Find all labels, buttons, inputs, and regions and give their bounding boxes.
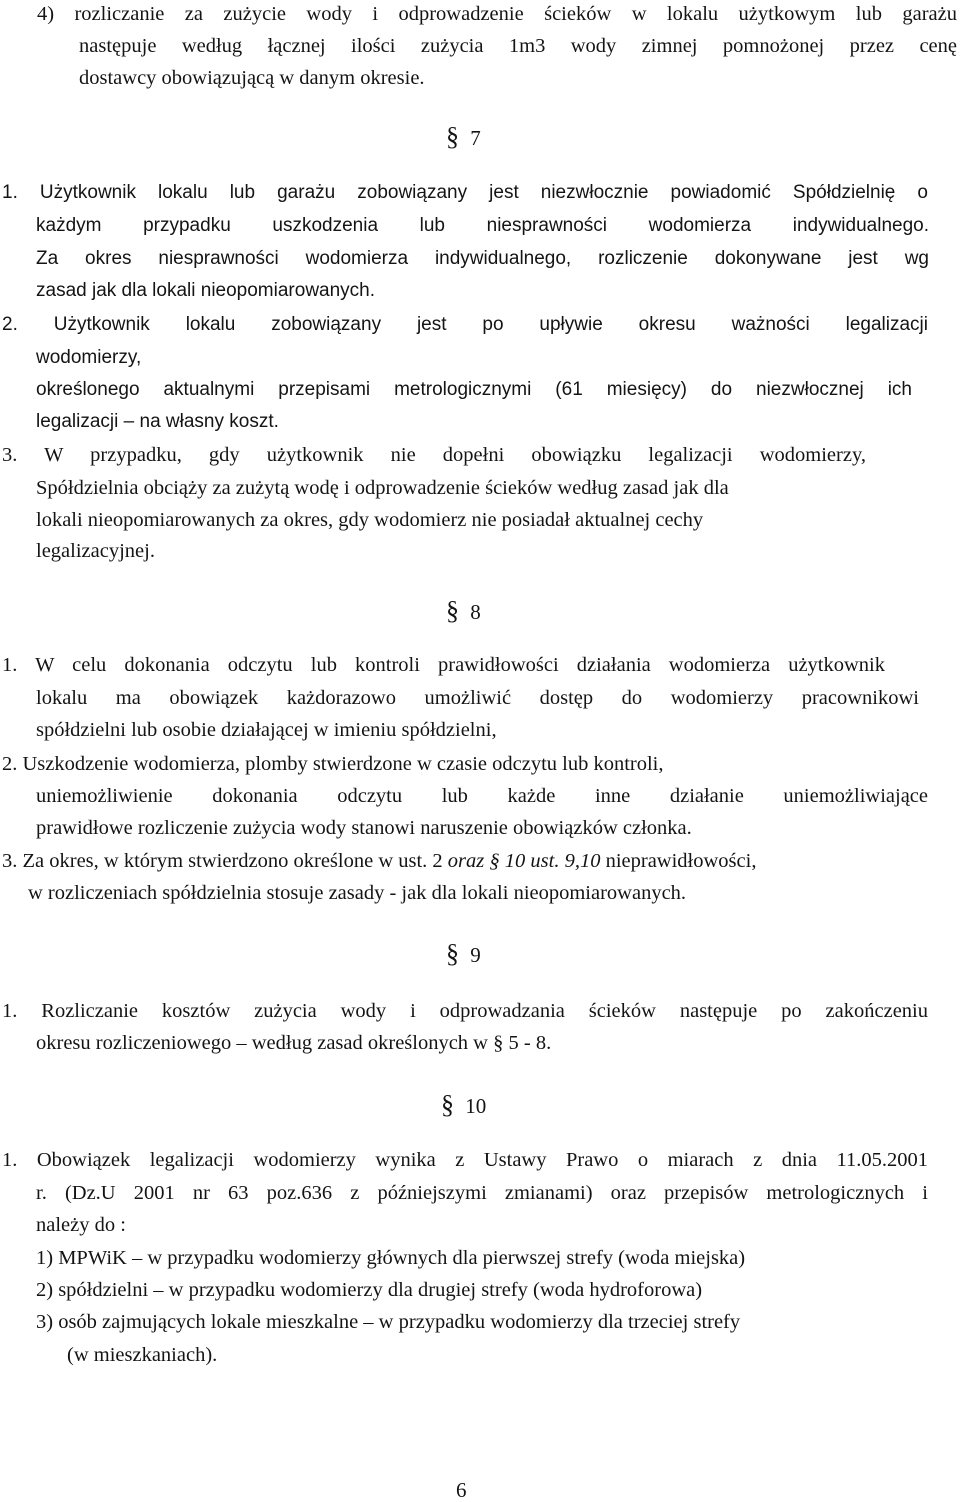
section-sign-icon: §	[446, 596, 459, 625]
paragraph-line: następuje według łącznej ilości zużycia 1m3 wody zimnej pomnożonej przez cenę	[79, 35, 957, 57]
paragraph-line	[2, 851, 756, 872]
list-item-continuation: (w mieszkaniach).	[67, 1344, 218, 1366]
text-run-italic: § 10 ust. 9,10	[489, 850, 601, 872]
paragraph-line: r. (Dz.U 2001 nr 63 poz.636 z późniejszymi zmianami) oraz przepisów metrologicznych i	[36, 1182, 928, 1204]
paragraph-line: 1. Rozliczanie kosztów zużycia wody i odprowadzania ścieków następuje po zakończeniu	[2, 1000, 928, 1022]
list-item: 3) osób zajmujących lokale mieszkalne – w przypadku wodomierzy dla trzeciej strefy	[36, 1311, 741, 1333]
paragraph-line: należy do :	[36, 1214, 126, 1236]
section-sign-icon: §	[446, 939, 459, 968]
section-sign-icon: §	[446, 122, 459, 151]
paragraph-line: okresu rozliczeniowego – według zasad określonych w § 5 - 8.	[36, 1032, 552, 1054]
section-heading-9	[446, 941, 481, 967]
paragraph-line: 2. Użytkownik lokalu zobowiązany jest po upływie okresu ważności legalizacji	[2, 314, 928, 335]
paragraph-line: określonego aktualnymi przepisami metrologicznymi (61 miesięcy) do niezwłocznej ich	[36, 379, 912, 400]
section-number: 9	[470, 943, 481, 967]
page-number: 6	[456, 1478, 467, 1502]
paragraph-line: spółdzielni lub osobie działającej w imieniu spółdzielni,	[36, 719, 497, 741]
paragraph-line: w rozliczeniach spółdzielnia stosuje zasady - jak dla lokali nieopomiarowanych.	[28, 882, 687, 904]
paragraph-line: 1. Obowiązek legalizacji wodomierzy wynika z Ustawy Prawo o miarach z dnia 11.05.2001	[2, 1149, 928, 1171]
section-heading-10	[441, 1092, 486, 1118]
list-item: 1) MPWiK – w przypadku wodomierzy głównych dla pierwszej strefy (woda miejska)	[36, 1247, 746, 1269]
paragraph-line: zasad jak dla lokali nieopomiarowanych.	[36, 280, 376, 301]
paragraph-line: każdym przypadku uszkodzenia lub niesprawności wodomierza indywidualnego.	[36, 215, 929, 236]
text-run: nieprawidłowości,	[605, 850, 757, 872]
text-run: 3. Za okres, w którym stwierdzono określone w ust. 2	[2, 850, 443, 872]
paragraph-line: wodomierzy,	[36, 347, 142, 368]
paragraph-line: legalizacji – na własny koszt.	[36, 411, 279, 432]
section-heading-7	[446, 124, 481, 150]
section-number: 7	[470, 126, 481, 150]
paragraph-line: legalizacyjnej.	[36, 540, 155, 562]
section-heading-8	[446, 598, 481, 624]
paragraph-line: 1. Użytkownik lokalu lub garażu zobowiązany jest niezwłocznie powiadomić Spółdzielnię o	[2, 182, 928, 203]
list-item: 2) spółdzielni – w przypadku wodomierzy dla drugiej strefy (woda hydroforowa)	[36, 1279, 703, 1301]
section-sign-icon: §	[441, 1090, 454, 1119]
paragraph-line: 1. W celu dokonania odczytu lub kontroli prawidłowości działania wodomierza użytkownik	[2, 654, 885, 676]
paragraph-line: 3. W przypadku, gdy użytkownik nie dopełni obowiązku legalizacji wodomierzy,	[2, 444, 866, 466]
paragraph-line: Spółdzielnia obciąży za zużytą wodę i odprowadzenie ścieków według zasad jak dla	[36, 477, 729, 499]
section-number: 10	[465, 1094, 487, 1118]
paragraph-line: 2. Uszkodzenie wodomierza, plomby stwierdzone w czasie odczytu lub kontroli,	[2, 753, 664, 775]
text-run-italic: oraz	[447, 850, 485, 872]
paragraph-line: uniemożliwienie dokonania odczytu lub każde inne działanie uniemożliwiające	[36, 785, 928, 807]
section-number: 8	[470, 600, 481, 624]
paragraph-line: lokalu ma obowiązek każdorazowo umożliwić dostęp do wodomierzy pracownikowi	[36, 687, 919, 709]
paragraph-line: prawidłowe rozliczenie zużycia wody stanowi naruszenie obowiązków członka.	[36, 817, 692, 839]
paragraph-line: Za okres niesprawności wodomierza indywidualnego, rozliczenie dokonywane jest wg	[36, 248, 929, 269]
paragraph-line: 4) rozliczanie za zużycie wody i odprowadzenie ścieków w lokalu użytkowym lub garażu	[37, 3, 957, 25]
paragraph-line: lokali nieopomiarowanych za okres, gdy wodomierz nie posiadał aktualnej cechy	[36, 509, 704, 531]
paragraph-line: dostawcy obowiązującą w danym okresie.	[79, 67, 425, 89]
